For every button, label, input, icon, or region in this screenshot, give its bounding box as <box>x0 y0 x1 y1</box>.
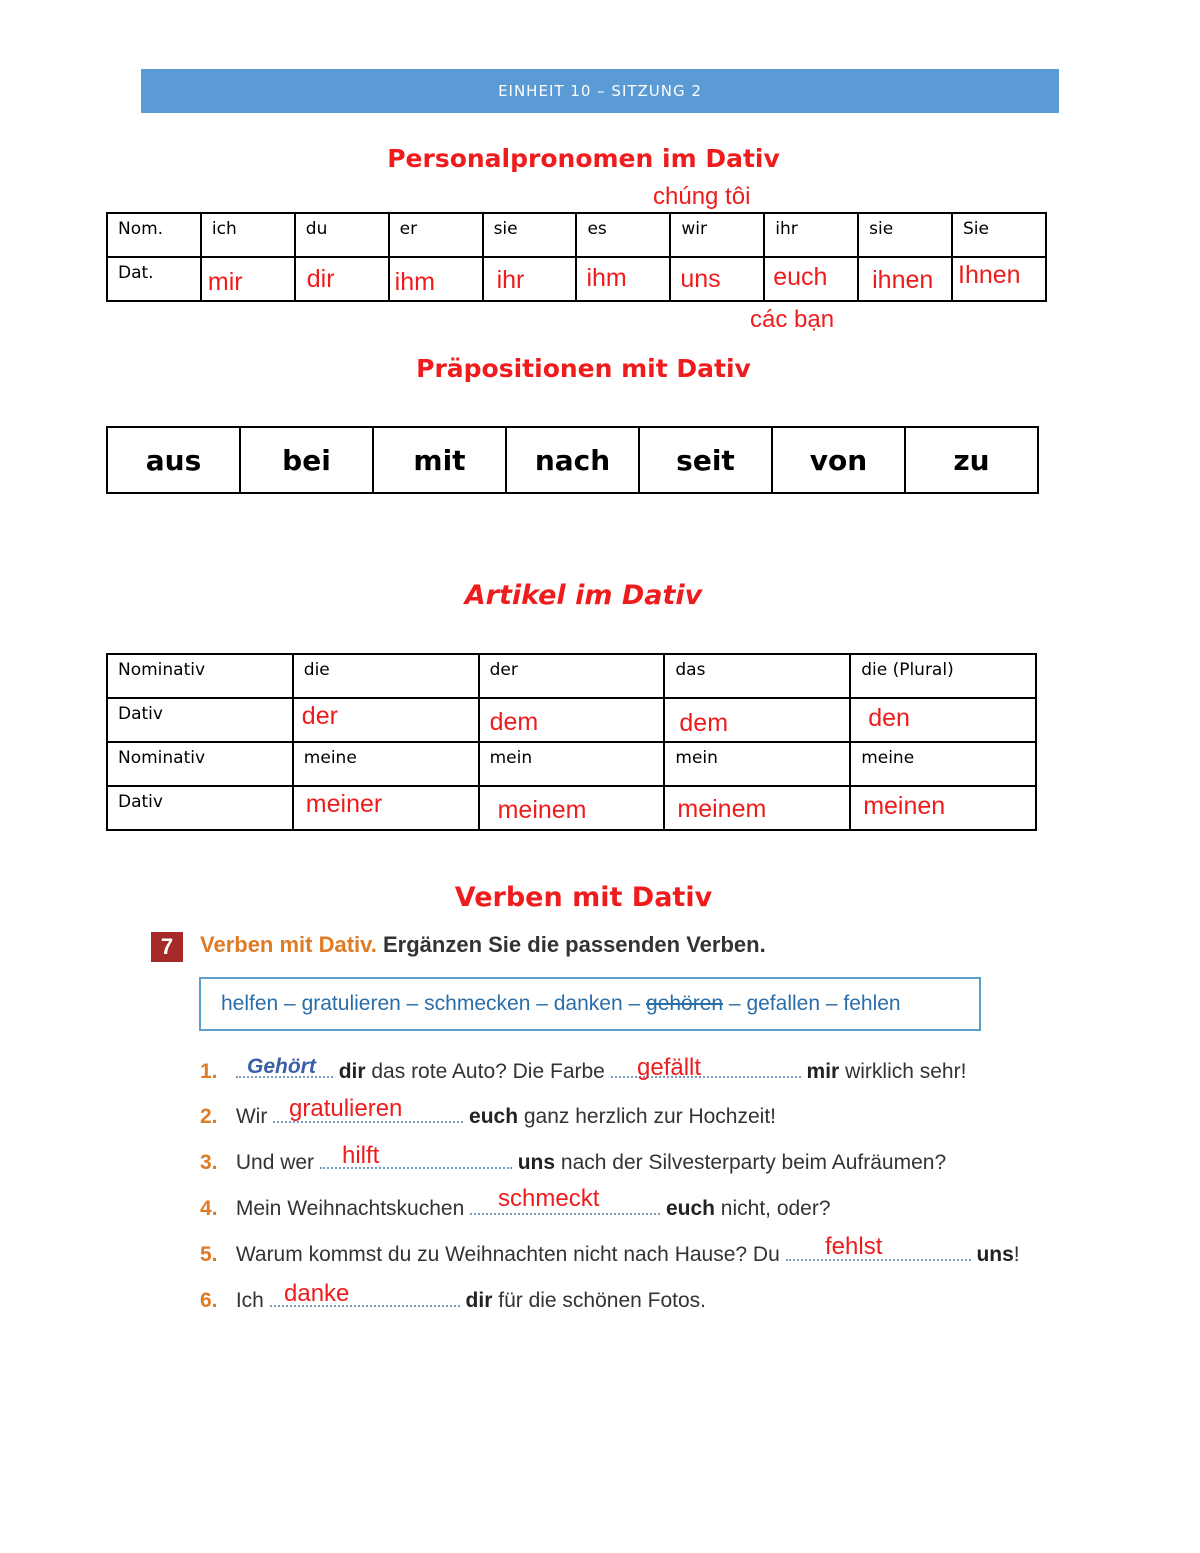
preposition-cell: seit <box>639 427 772 493</box>
article-cell <box>850 654 1036 698</box>
article-cell <box>479 786 665 830</box>
pronouns-note-bottom: các bạn <box>750 306 835 333</box>
sentence-text: Mein Weihnachtskuchen <box>235 1197 465 1220</box>
nom-pronoun: es <box>587 219 607 239</box>
dat-cell <box>952 257 1046 301</box>
article-cell <box>664 698 850 742</box>
preposition-cell: nach <box>506 427 639 493</box>
sentence-number: 2. <box>200 1105 218 1128</box>
article-value: der <box>489 660 518 680</box>
article-value: die <box>303 660 330 680</box>
prepositions-title: Präpositionen mit Dativ <box>416 354 751 383</box>
nom-cell <box>295 213 389 257</box>
exercise-sentence-3 <box>200 1149 946 1175</box>
article-value: die (Plural) <box>861 660 954 680</box>
sentence-text: ! <box>1013 1243 1020 1266</box>
pronouns-note-top: chúng tôi <box>653 183 751 210</box>
article-cell <box>293 654 479 698</box>
dat-cell <box>764 257 858 301</box>
sentence-bold: dir <box>465 1289 493 1312</box>
verbs-title: Verben mit Dativ <box>454 882 713 913</box>
exercise-title <box>200 932 766 958</box>
sentence-text: Und wer <box>235 1151 315 1174</box>
preposition-cell: aus <box>107 427 240 493</box>
dat-cell <box>201 257 295 301</box>
dat-pronoun: euch <box>773 263 828 291</box>
nom-pronoun: sie <box>869 219 894 239</box>
dat-pronoun: mir <box>207 268 243 296</box>
word-bank-item: fehlen <box>843 992 901 1015</box>
article-label-cell <box>107 742 293 786</box>
word-bank-item: danken <box>553 992 623 1015</box>
article-cell <box>850 698 1036 742</box>
dat-pronoun: ihr <box>496 266 525 294</box>
answer-fill: fehlst <box>825 1233 883 1260</box>
article-value: mein <box>489 748 533 768</box>
sentence-text: nach der Silvesterparty beim Aufräumen? <box>560 1151 947 1174</box>
answer-fill: gefällt <box>637 1054 702 1081</box>
article-answer: den <box>868 704 910 732</box>
sentence-number: 5. <box>200 1243 218 1266</box>
preposition-cell: von <box>772 427 905 493</box>
article-answer: dem <box>489 708 539 736</box>
dat-cell <box>576 257 670 301</box>
sentence-text: Wir <box>235 1105 268 1128</box>
answer-fill: schmeckt <box>498 1185 600 1212</box>
sentence-text: für die schönen Fotos. <box>498 1289 707 1312</box>
pronouns-row1-label: Nom. <box>118 219 164 239</box>
article-row-label: Dativ <box>118 704 163 724</box>
article-cell <box>664 786 850 830</box>
article-answer: meinem <box>677 795 767 823</box>
word-bank-item: gratulieren <box>301 992 401 1015</box>
dat-cell <box>483 257 577 301</box>
article-value: das <box>675 660 706 680</box>
dat-cell <box>858 257 952 301</box>
article-answer: dem <box>679 709 729 737</box>
sentence-bold: dir <box>338 1060 366 1083</box>
nom-cell <box>764 213 858 257</box>
sentence-bold: mir <box>806 1060 840 1083</box>
article-cell <box>293 698 479 742</box>
answer-fill: Gehört <box>247 1055 316 1078</box>
sentence-number: 6. <box>200 1289 218 1312</box>
nom-cell <box>670 213 764 257</box>
sentence-number: 1. <box>200 1060 218 1083</box>
article-answer: meinen <box>863 792 946 820</box>
sentence-text: ganz herzlich zur Hochzeit! <box>523 1105 776 1128</box>
dat-pronoun: dir <box>306 265 335 293</box>
article-label-cell <box>107 654 293 698</box>
preposition-cell: bei <box>240 427 373 493</box>
exercise-title-highlight: Verben mit Dativ. <box>200 932 377 957</box>
article-row-label: Nominativ <box>118 660 206 680</box>
pronouns-row2-label-cell <box>107 257 201 301</box>
dat-pronoun: uns <box>680 265 721 293</box>
sentence-bold: euch <box>469 1105 519 1128</box>
preposition-cell: mit <box>373 427 506 493</box>
dat-pronoun: ihm <box>586 264 627 292</box>
sentence-text: Ich <box>235 1289 264 1312</box>
articles-title: Artikel im Dativ <box>464 580 703 611</box>
exercise-number: 7 <box>151 932 183 962</box>
articles-table <box>106 653 1037 831</box>
word-bank-item: helfen <box>221 992 279 1015</box>
article-row-label: Dativ <box>118 792 163 812</box>
article-label-cell <box>107 786 293 830</box>
sentence-number: 4. <box>200 1197 218 1220</box>
pronouns-table <box>106 212 1047 302</box>
nom-pronoun: er <box>399 219 418 239</box>
nom-pronoun: ihr <box>775 219 798 239</box>
sentence-text: nicht, oder? <box>720 1197 831 1220</box>
sentence-text: wirklich sehr! <box>845 1060 967 1083</box>
article-cell <box>850 742 1036 786</box>
sentence-bold: uns <box>976 1243 1014 1266</box>
exercise-title-rest: Ergänzen Sie die passenden Verben. <box>383 932 766 957</box>
dat-cell <box>389 257 483 301</box>
sentence-bold: uns <box>517 1151 556 1174</box>
nom-pronoun: sie <box>493 219 518 239</box>
nom-pronoun: wir <box>681 219 707 239</box>
article-answer: der <box>301 702 338 730</box>
nom-pronoun: ich <box>211 219 237 239</box>
nom-pronoun: Sie <box>963 219 989 239</box>
header-title: EINHEIT 10 – SITZUNG 2 <box>498 82 702 100</box>
answer-fill: danke <box>284 1280 350 1307</box>
exercise-sentence-6 <box>200 1287 706 1313</box>
article-cell <box>479 742 665 786</box>
sentence-bold: euch <box>665 1197 715 1220</box>
pronouns-title: Personalpronomen im Dativ <box>387 144 780 173</box>
sentence-text: das rote Auto? Die Farbe <box>371 1060 605 1083</box>
article-answer: meinem <box>497 796 587 824</box>
article-value: meine <box>303 748 357 768</box>
dat-pronoun: ihm <box>394 268 435 296</box>
dat-cell <box>670 257 764 301</box>
word-bank: helfen – gratulieren – schmecken – danken – gehören – gefallen – fehlen <box>199 977 981 1031</box>
article-cell <box>479 698 665 742</box>
nom-pronoun: du <box>305 219 328 239</box>
dat-pronoun: Ihnen <box>958 261 1021 289</box>
article-answer: meiner <box>305 790 383 818</box>
nom-cell <box>576 213 670 257</box>
word-bank-item: schmecken <box>424 992 531 1015</box>
article-value: meine <box>861 748 915 768</box>
article-cell <box>850 786 1036 830</box>
preposition-cell: zu <box>905 427 1038 493</box>
prepositions-table <box>106 426 1039 494</box>
article-cell <box>293 742 479 786</box>
nom-cell <box>201 213 295 257</box>
word-bank-item-used: gehören <box>646 992 724 1015</box>
article-label-cell <box>107 698 293 742</box>
answer-fill: gratulieren <box>289 1095 403 1122</box>
article-cell <box>293 786 479 830</box>
article-row-label: Nominativ <box>118 748 206 768</box>
article-cell <box>664 742 850 786</box>
article-value: mein <box>675 748 718 768</box>
sentence-number: 3. <box>200 1151 218 1174</box>
article-cell <box>479 654 665 698</box>
exercise-sentence-5 <box>200 1241 1020 1267</box>
exercise-sentence-2 <box>200 1103 776 1129</box>
nom-cell <box>483 213 577 257</box>
pronouns-row2-label: Dat. <box>118 263 154 283</box>
dat-pronoun: ihnen <box>872 266 934 294</box>
article-cell <box>664 654 850 698</box>
nom-cell <box>858 213 952 257</box>
header-bar <box>141 69 1059 113</box>
nom-cell <box>952 213 1046 257</box>
answer-fill: hilft <box>342 1142 380 1169</box>
sentence-text: Warum kommst du zu Weihnachten nicht nach Hause? Du <box>235 1243 780 1266</box>
nom-cell <box>389 213 483 257</box>
pronouns-row1-label-cell <box>107 213 201 257</box>
dat-cell <box>295 257 389 301</box>
word-bank-item: gefallen <box>746 992 821 1015</box>
